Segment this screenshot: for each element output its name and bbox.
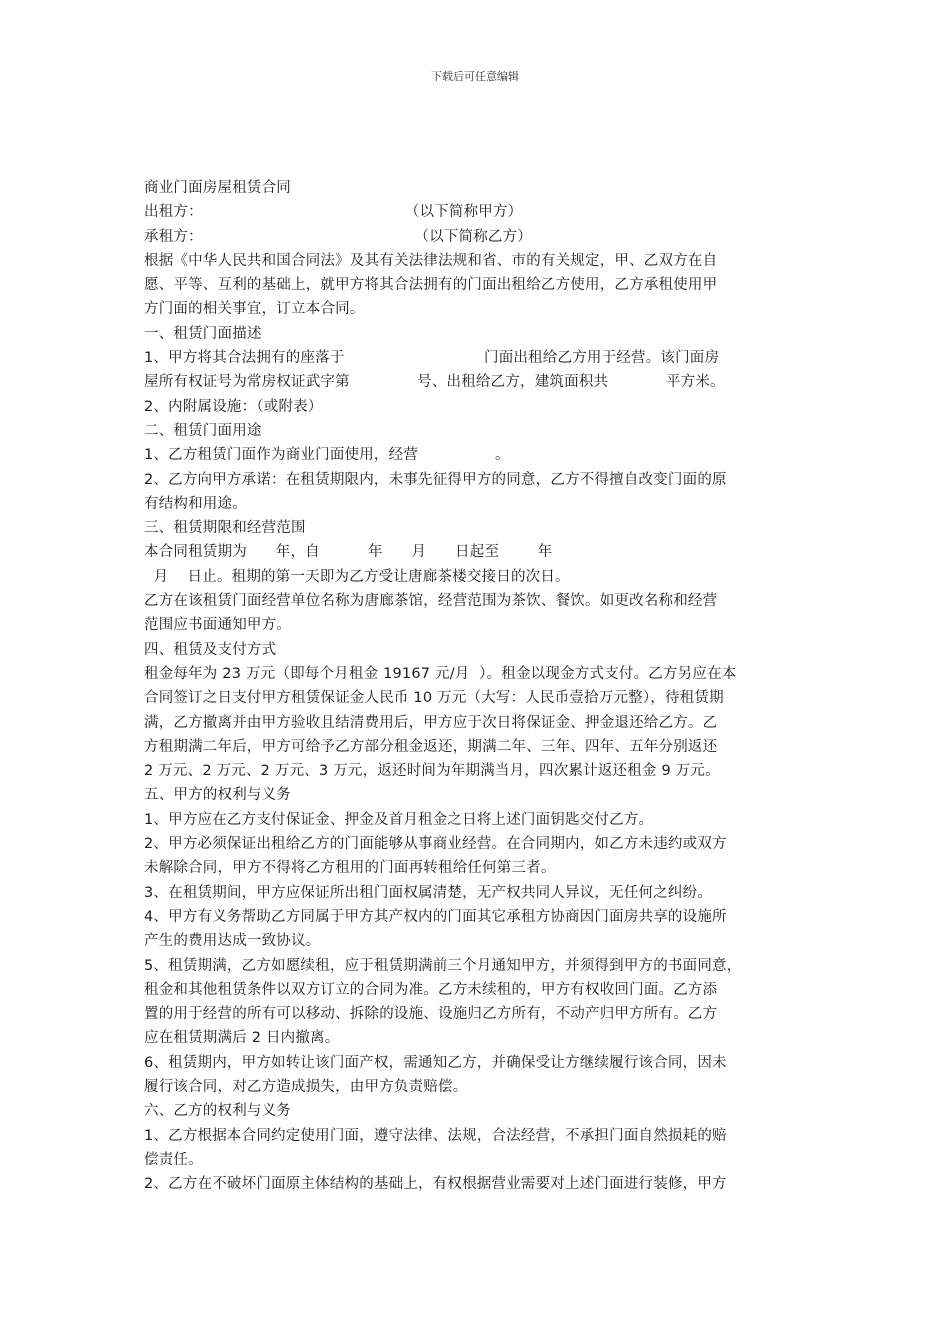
text-line: 2、内附属设施：（或附表） [144,398,323,415]
text-line: 3、在租赁期间，甲方应保证所出租门面权属清楚，无产权共同人异议，无任何之纠纷。 [144,884,713,901]
text-line: 有结构和用途。 [144,495,247,512]
text-line: 1、乙方根据本合同约定使用门面，遵守法律、法规，合法经营，不承担门面自然损耗的赔 [144,1127,727,1144]
text-line: 六、乙方的权利与义务 [144,1103,291,1120]
text-line: 租金和其他租赁条件以双方订立的合同为准。乙方未续租的，甲方有权收回门面。乙方添 [144,981,718,998]
text-line: 1、乙方租赁门面作为商业门面使用，经营 。 [144,447,510,464]
text-line: 方门面的相关事宜，订立本合同。 [144,301,365,318]
text-line: 5、租赁期满，乙方如愿续租，应于租赁期满前三个月通知甲方，并须得到甲方的书面同意， [144,957,742,974]
text-line: 未解除合同，甲方不得将乙方租用的门面再转租给任何第三者。 [144,860,556,877]
text-line: 1、甲方将其合法拥有的座落于 门面出租给乙方用于经营。该门面房 [144,350,720,367]
text-line: 愿、平等、互利的基础上，就甲方将其合法拥有的门面出租给乙方使用，乙方承租使用甲 [144,277,718,294]
text-line: 出租方： （以下简称甲方） [144,204,523,221]
text-line: 二、租赁门面用途 [144,422,262,439]
text-line: 2、乙方在不破坏门面原主体结构的基础上，有权根据营业需要对上述门面进行装修，甲方 [144,1176,727,1193]
text-line: 偿责任。 [144,1151,203,1168]
text-line: 四、租赁及支付方式 [144,641,277,658]
text-line: 商业门面房屋租赁合同 [144,180,291,196]
text-line: 6、租赁期内，甲方如转让该门面产权，需通知乙方，并确保受让方继续履行该合同，因未 [144,1054,727,1071]
page-header: 下载后可任意编辑 [431,70,519,83]
text-line: 五、甲方的权利与义务 [144,787,291,804]
text-line: 本合同租赁期为 年，自 年 月 日起至 年 [144,544,553,561]
text-line: 方租期满二年后，甲方可给予乙方部分租金返还，期满二年、三年、四年、五年分别返还 [144,738,718,755]
text-line: 满，乙方撤离并由甲方验收且结清费用后，甲方应于次日将保证金、押金退还给乙方。乙 [144,714,718,731]
text-line: 屋所有权证号为常房权证武字第 号、出租给乙方，建筑面积共 平方米。 [144,374,725,391]
text-line: 置的用于经营的所有可以移动、拆除的设施、设施归乙方所有，不动产归甲方所有。乙方 [144,1006,718,1023]
contract-body [144,176,812,1196]
text-line: 根据《中华人民共和国合同法》及其有关法律法规和省、市的有关规定，甲、乙双方在自 [144,252,718,269]
text-line: 合同签订之日支付甲方租赁保证金人民币 10 万元（大写：人民币壹拾万元整），待租赁期 [144,690,724,707]
text-line: 2、乙方向甲方承诺：在租赁期限内，未事先征得甲方的同意，乙方不得擅自改变门面的原 [144,471,727,488]
text-line: 范围应书面通知甲方。 [144,617,291,634]
text-line: 租金每年为 23 万元（即每个月租金 19167 元/月 ）。租金以现金方式支付。乙方另应在本 [144,665,737,682]
text-line: 4、甲方有义务帮助乙方同属于甲方其产权内的门面其它承租方协商因门面房共享的设施所 [144,908,727,925]
text-line: 产生的费用达成一致协议。 [144,933,321,950]
text-line: 履行该合同，对乙方造成损失，由甲方负责赔偿。 [144,1078,468,1095]
text-line: 1、甲方应在乙方支付保证金、押金及首月租金之日将上述门面钥匙交付乙方。 [144,811,654,828]
text-line: 应在租赁期满后 2 日内撤离。 [144,1030,340,1047]
text-line: 2、甲方必须保证出租给乙方的门面能够从事商业经营。在合同期内，如乙方未违约或双方 [144,836,727,853]
text-line: 三、租赁期限和经营范围 [144,520,306,537]
text-line: 2 万元、2 万元、2 万元、3 万元，返还时间为年期满当月，四次累计返还租金 9 万元。 [144,763,720,780]
text-line: 一、租赁门面描述 [144,325,262,342]
text-line: 承租方： （以下简称乙方） [144,228,533,245]
text-line: 月 日止。租期的第一天即为乙方受让唐廊茶楼交接日的次日。 [144,568,570,585]
text-line: 乙方在该租赁门面经营单位名称为唐廊茶馆，经营范围为茶饮、餐饮。如更改名称和经营 [144,593,718,610]
